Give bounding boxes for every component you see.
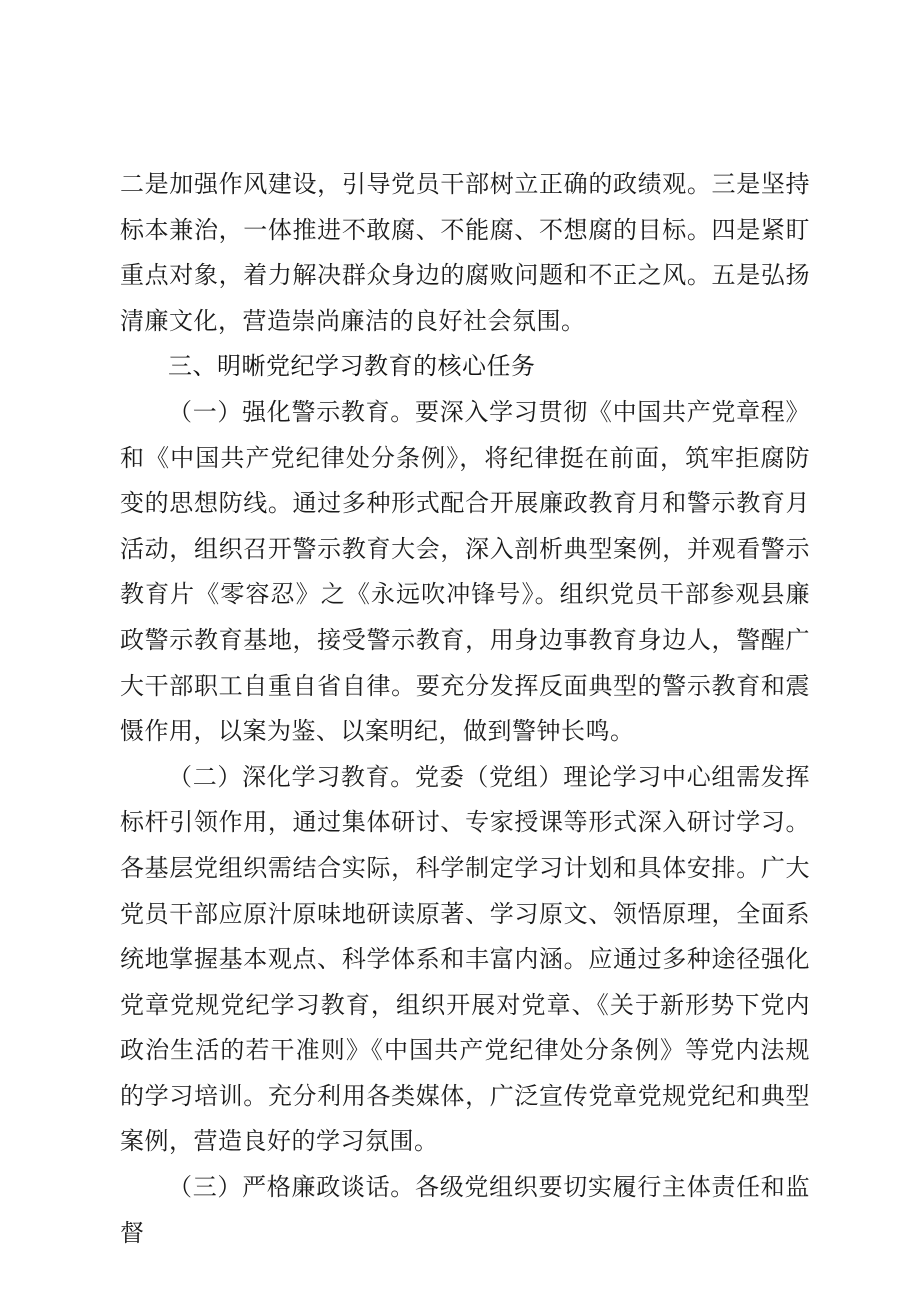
paragraph-integrity-talks: （三）严格廉政谈话。各级党组织要切实履行主体责任和监督	[120, 1173, 810, 1247]
paragraph-warning-education: （一）强化警示教育。要深入学习贯彻《中国共产党章程》和《中国共产党纪律处分条例》，将纪律挺在前面，筑牢拒腐防变的思想防线。通过多种形式配合开展廉政教育月和警示教育月活动，组织召开警示教育大会，深入剖析典型案例，并观看警示教育片《零容忍》之《永远吹冲锋号》。组织党员干部参观县廉政警示教育基地，接受警示教育，用身边事教育身边人，警醒广大干部职工自重自省自律。要充分发挥反面典型的警示教育和震慑作用，以案为鉴、以案明纪，做到警钟长鸣。	[120, 397, 810, 746]
paragraph-continuation: 二是加强作风建设，引导党员干部树立正确的政绩观。三是坚持标本兼治，一体推进不敢腐、不能腐、不想腐的目标。四是紧盯重点对象，着力解决群众身边的腐败问题和不正之风。五是弘扬清廉文化，营造崇尚廉洁的良好社会氛围。	[120, 170, 810, 335]
paragraph-study-education: （二）深化学习教育。党委（党组）理论学习中心组需发挥标杆引领作用，通过集体研讨、专家授课等形式深入研讨学习。各基层党组织需结合实际，科学制定学习计划和具体安排。广大党员干部应原汁原味地研读原著、学习原文、领悟原理，全面系统地掌握基本观点、科学体系和丰富内涵。应通过多种途径强化党章党规党纪学习教育，组织开展对党章、《关于新形势下党内政治生活的若干准则》《中国共产党纪律处分条例》等党内法规的学习培训。充分利用各类媒体，广泛宣传党章党规党纪和典型案例，营造良好的学习氛围。	[120, 762, 810, 1156]
section-heading: 三、明晰党纪学习教育的核心任务	[168, 352, 536, 381]
document-body	[120, 162, 810, 1256]
